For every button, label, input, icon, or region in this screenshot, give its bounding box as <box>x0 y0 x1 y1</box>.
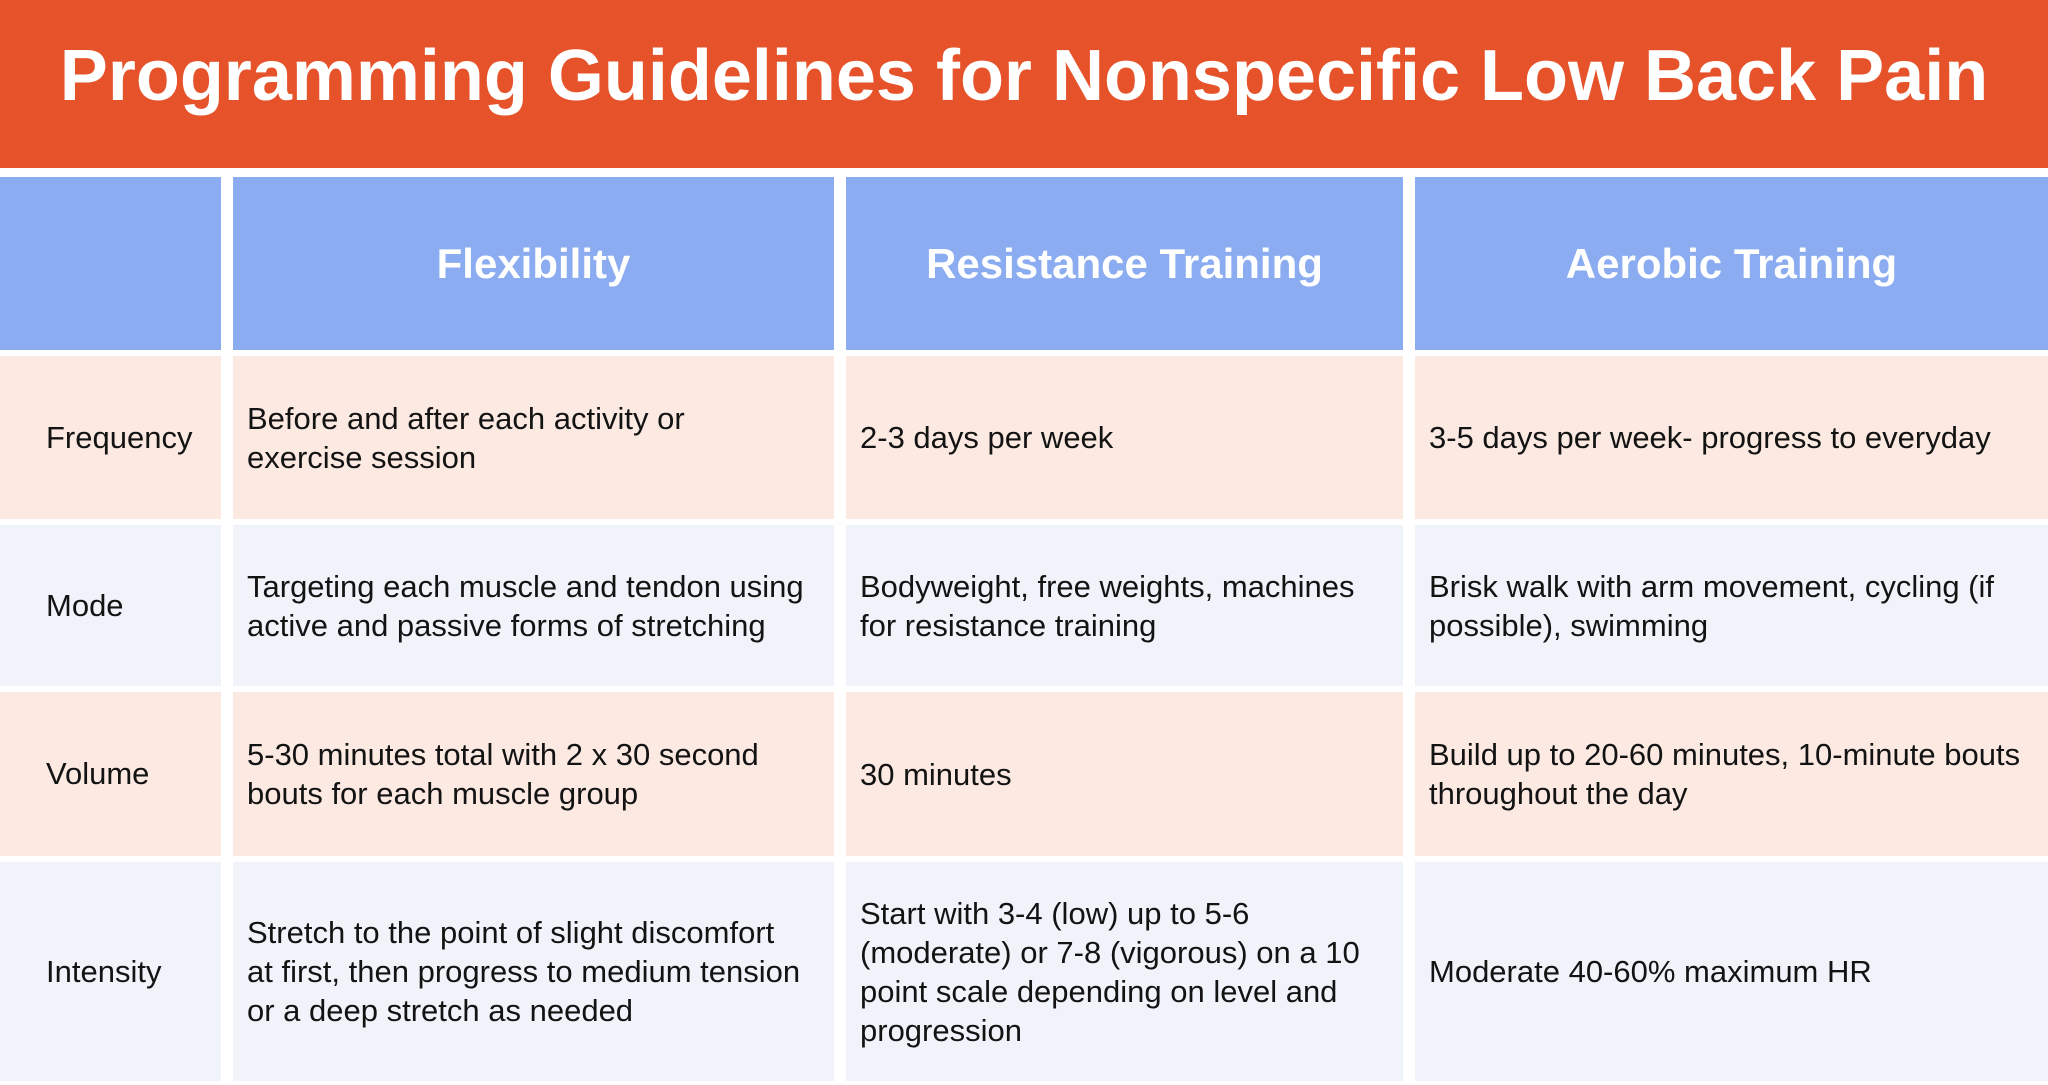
cell-intensity-resistance: Start with 3-4 (low) up to 5-6 (moderate) or 7-8 (vigorous) on a 10 point scale depending on level and progression <box>846 862 1403 1081</box>
page-title: Programming Guidelines for Nonspecific Low Back Pain <box>59 36 1989 116</box>
cell-volume-resistance: 30 minutes <box>846 692 1403 856</box>
cell-frequency-resistance: 2-3 days per week <box>846 356 1403 519</box>
row-label-frequency: Frequency <box>0 356 221 519</box>
row-label-volume: Volume <box>0 692 221 856</box>
cell-intensity-aerobic: Moderate 40-60% maximum HR <box>1415 862 2048 1081</box>
cell-mode-flexibility: Targeting each muscle and tendon using active and passive forms of stretching <box>233 525 834 686</box>
cell-intensity-flexibility: Stretch to the point of slight discomfort at first, then progress to medium tension or a deep stretch as needed <box>233 862 834 1081</box>
cell-frequency-aerobic: 3-5 days per week- progress to everyday <box>1415 356 2048 519</box>
row-label-mode: Mode <box>0 525 221 686</box>
column-header-aerobic-training: Aerobic Training <box>1415 177 2048 350</box>
cell-volume-flexibility: 5-30 minutes total with 2 x 30 second bouts for each muscle group <box>233 692 834 856</box>
corner-cell <box>0 177 221 350</box>
row-label-intensity: Intensity <box>0 862 221 1081</box>
guidelines-table <box>0 177 2048 1081</box>
title-banner <box>0 0 2048 168</box>
cell-volume-aerobic: Build up to 20-60 minutes, 10-minute bouts throughout the day <box>1415 692 2048 856</box>
column-header-flexibility: Flexibility <box>233 177 834 350</box>
column-header-resistance-training: Resistance Training <box>846 177 1403 350</box>
cell-frequency-flexibility: Before and after each activity or exercise session <box>233 356 834 519</box>
cell-mode-aerobic: Brisk walk with arm movement, cycling (if possible), swimming <box>1415 525 2048 686</box>
cell-mode-resistance: Bodyweight, free weights, machines for resistance training <box>846 525 1403 686</box>
